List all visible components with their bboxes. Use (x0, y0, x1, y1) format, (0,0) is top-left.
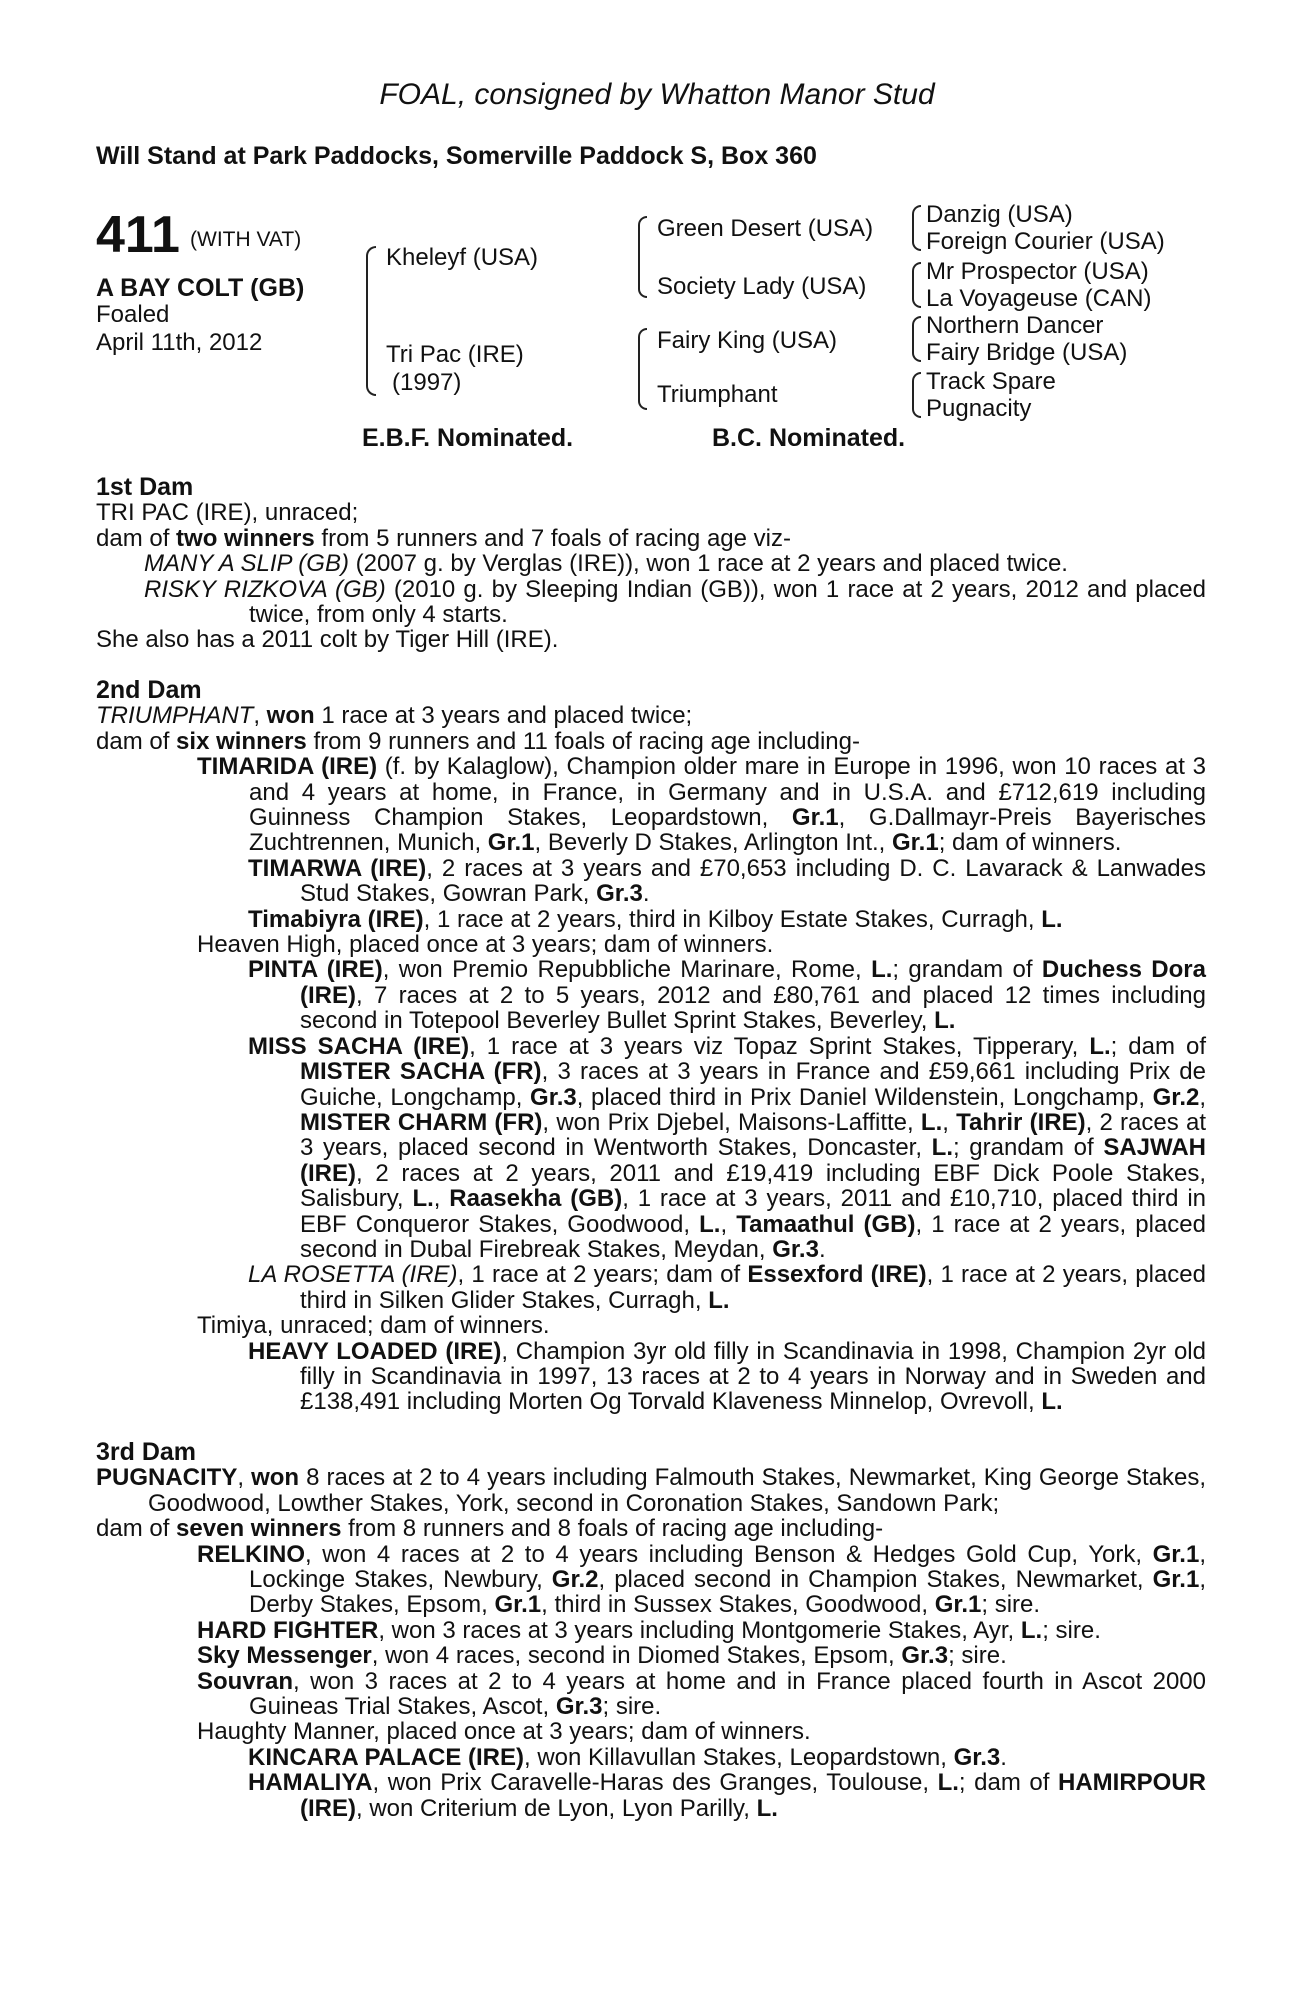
entry-hard-fighter: HARD FIGHTER, won 3 races at 3 years including Montgomerie Stakes, Ayr, L.; sire. (197, 1616, 1101, 1644)
entry-timarwa: TIMARWA (IRE), 2 races at 3 years and £70,653 including D. C. Lavarack & Lanwades Stud Stakes, Gowran Park, Gr.3. (248, 854, 1207, 908)
third-dam-section (96, 1440, 1206, 1821)
bc-nomination: B.C. Nominated. (712, 424, 906, 452)
pedigree-bracket-3b (912, 262, 921, 308)
foaled-date: April 11th, 2012 (96, 329, 263, 356)
first-dam-section (96, 475, 1206, 653)
third-dam-line: PUGNACITY, won 8 races at 2 to 4 years including Falmouth Stakes, Newmarket, King George Stakes, Goodwood, Lowther Stakes, York, second in Coronation Stakes, Sandown Park; (96, 1464, 1206, 1517)
entry-miss-sacha: MISS SACHA (IRE), 1 race at 3 years viz Topaz Sprint Stakes, Tipperary, L.; dam of MISTER SACHA (FR), 3 races at 3 years in France and £59,661 including Prix de Guiche, Longchamp, Gr.3, placed third in Prix Daniel Wildenstein, Longchamp, Gr.2, MISTER CHARM (FR), won Prix Djebel, Maisons-Laffitte, L., Tahrir (IRE), 2 races at 3 years, placed second in Wentworth Stakes, Doncaster, L.; grandam of SAJWAH (IRE), 2 races at 2 years, 2011 and £19,419 including EBF Dick Poole Stakes, Salisbury, L., Raasekha (GB), 1 race at 3 years, 2011 and £10,710, placed third in EBF Conqueror Stakes, Goodwood, L., Tamaathul (GB), 1 race at 2 years, placed second in Dubal Firebreak Stakes, Meydan, Gr.3. (248, 1032, 1207, 1263)
first-dam-line: TRI PAC (IRE), unraced; (96, 499, 359, 527)
pedigree-ssd: Foreign Courier (USA) (926, 228, 1165, 255)
second-dam-section (96, 678, 1206, 1415)
consignor-line: FOAL, consigned by Whatton Manor Stud (379, 78, 935, 111)
pedigree-dam: Tri Pac (IRE) (386, 341, 524, 368)
ebf-nomination: E.B.F. Nominated. (362, 424, 574, 452)
pedigree-sds: Mr Prospector (USA) (926, 258, 1149, 285)
pedigree-bracket-gen1 (366, 246, 376, 396)
entry-pinta: PINTA (IRE), won Premio Repubbliche Marinare, Rome, L.; grandam of Duchess Dora (IRE), 7 races at 2 to 5 years, 2012 and £80,761 and placed 12 times including second in Totepool Beverley Bullet Sprint Stakes, Beverley, L. (248, 956, 1206, 1035)
pedigree-sdd: La Voyageuse (CAN) (926, 285, 1152, 312)
entry-la-rosetta: LA ROSETTA (IRE), 1 race at 2 years; dam of Essexford (IRE), 1 race at 2 years, placed third in Silken Glider Stakes, Curragh, L. (248, 1261, 1207, 1314)
pedigree-bracket-3d (912, 372, 921, 418)
pedigree-bracket-sire (638, 216, 647, 298)
pedigree-dsd: Fairy Bridge (USA) (926, 339, 1128, 366)
second-dam-produce: dam of six winners from 9 runners and 11 foals of racing age including- (96, 727, 860, 755)
pedigree-dam-dam: Triumphant (657, 381, 778, 408)
entry-sky-messenger: Sky Messenger, won 4 races, second in Diomed Stakes, Epsom, Gr.3; sire. (197, 1642, 1007, 1670)
foaled-label: Foaled (96, 301, 170, 328)
entry-heavy-loaded: HEAVY LOADED (IRE), Champion 3yr old filly in Scandinavia in 1998, Champion 2yr old filly in Scandinavia in 1997, 13 races at 2 to 4 years in Norway and in Sweden and £138,491 including Morten Og Torvald Klaveness Minnelop, Ovrevoll, L. (248, 1337, 1206, 1416)
stand-location: Will Stand at Park Paddocks, Somerville Paddock S, Box 360 (96, 142, 817, 170)
pedigree-ddd: Pugnacity (926, 395, 1032, 422)
entry-timarida: TIMARIDA (IRE) (f. by Kalaglow), Champion older mare in Europe in 1996, won 10 races at 3 and 4 years at home, in France, in Germany and in U.S.A. and £712,619 including Guinness Champion Stakes, Leopardstown, Gr.1, G.Dallmayr-Preis Bayerisches Zuchtrennen, Munich, Gr.1, Beverly D Stakes, Arlington Int., Gr.1; dam of winners. (197, 753, 1206, 857)
entry-haughty-manner: Haughty Manner, placed once at 3 years; dam of winners. (197, 1718, 811, 1746)
entry-timiya: Timiya, unraced; dam of winners. (197, 1312, 550, 1340)
vat-note: (WITH VAT) (190, 228, 302, 251)
entry-hamaliya: HAMALIYA, won Prix Caravelle-Haras des Granges, Toulouse, L.; dam of HAMIRPOUR (IRE), won Criterium de Lyon, Lyon Parilly, L. (248, 1769, 1207, 1822)
third-dam-produce: dam of seven winners from 8 runners and 8 foals of racing age including- (96, 1515, 884, 1543)
pedigree-bracket-3c (912, 316, 921, 362)
first-dam-heading: 1st Dam (96, 473, 194, 501)
pedigree-dss: Northern Dancer (926, 312, 1104, 339)
third-dam-heading: 3rd Dam (96, 1438, 197, 1466)
second-dam-line: TRIUMPHANT, won 1 race at 3 years and placed twice; (96, 702, 693, 730)
pedigree-sire-sire: Green Desert (USA) (657, 215, 874, 242)
first-dam-note: She also has a 2011 colt by Tiger Hill (IRE). (96, 626, 559, 654)
entry-kincara-palace: KINCARA PALACE (IRE), won Killavullan Stakes, Leopardstown, Gr.3. (248, 1743, 1007, 1771)
pedigree-bracket-3a (912, 205, 921, 251)
entry-relkino: RELKINO, won 4 races at 2 to 4 years including Benson & Hedges Gold Cup, York, Gr.1, Lockinge Stakes, Newbury, Gr.2, placed second in Champion Stakes, Newmarket, Gr.1, Derby Stakes, Epsom, Gr.1, third in Sussex Stakes, Goodwood, Gr.1; sire. (197, 1540, 1206, 1619)
pedigree-sire: Kheleyf (USA) (386, 244, 539, 271)
pedigree-dds: Track Spare (926, 368, 1056, 395)
horse-name: A BAY COLT (GB) (96, 274, 305, 302)
second-dam-heading: 2nd Dam (96, 676, 202, 704)
pedigree-sss: Danzig (USA) (926, 201, 1073, 228)
entry-heaven-high: Heaven High, placed once at 3 years; dam of winners. (197, 931, 774, 959)
pedigree-sire-dam: Society Lady (USA) (657, 273, 867, 300)
pedigree-dam-year: (1997) (392, 369, 462, 396)
first-dam-foal-2: RISKY RIZKOVA (GB) (2010 g. by Sleeping Indian (GB)), won 1 race at 2 years, 2012 and placed twice, from only 4 starts. (144, 575, 1206, 629)
first-dam-produce: dam of two winners from 5 runners and 7 foals of racing age viz- (96, 524, 791, 552)
first-dam-foal-1: MANY A SLIP (GB) (2007 g. by Verglas (IRE)), won 1 race at 2 years and placed twice. (144, 550, 1068, 578)
pedigree-dam-sire: Fairy King (USA) (657, 327, 838, 354)
entry-souvran: Souvran, won 3 races at 2 to 4 years at home and in France placed fourth in Ascot 2000 Guineas Trial Stakes, Ascot, Gr.3; sire. (197, 1667, 1206, 1721)
entry-timabiyra: Timabiyra (IRE), 1 race at 2 years, third in Kilboy Estate Stakes, Curragh, L. (248, 905, 1063, 933)
pedigree-bracket-dam (638, 328, 647, 410)
lot-number: 411 (96, 206, 180, 264)
